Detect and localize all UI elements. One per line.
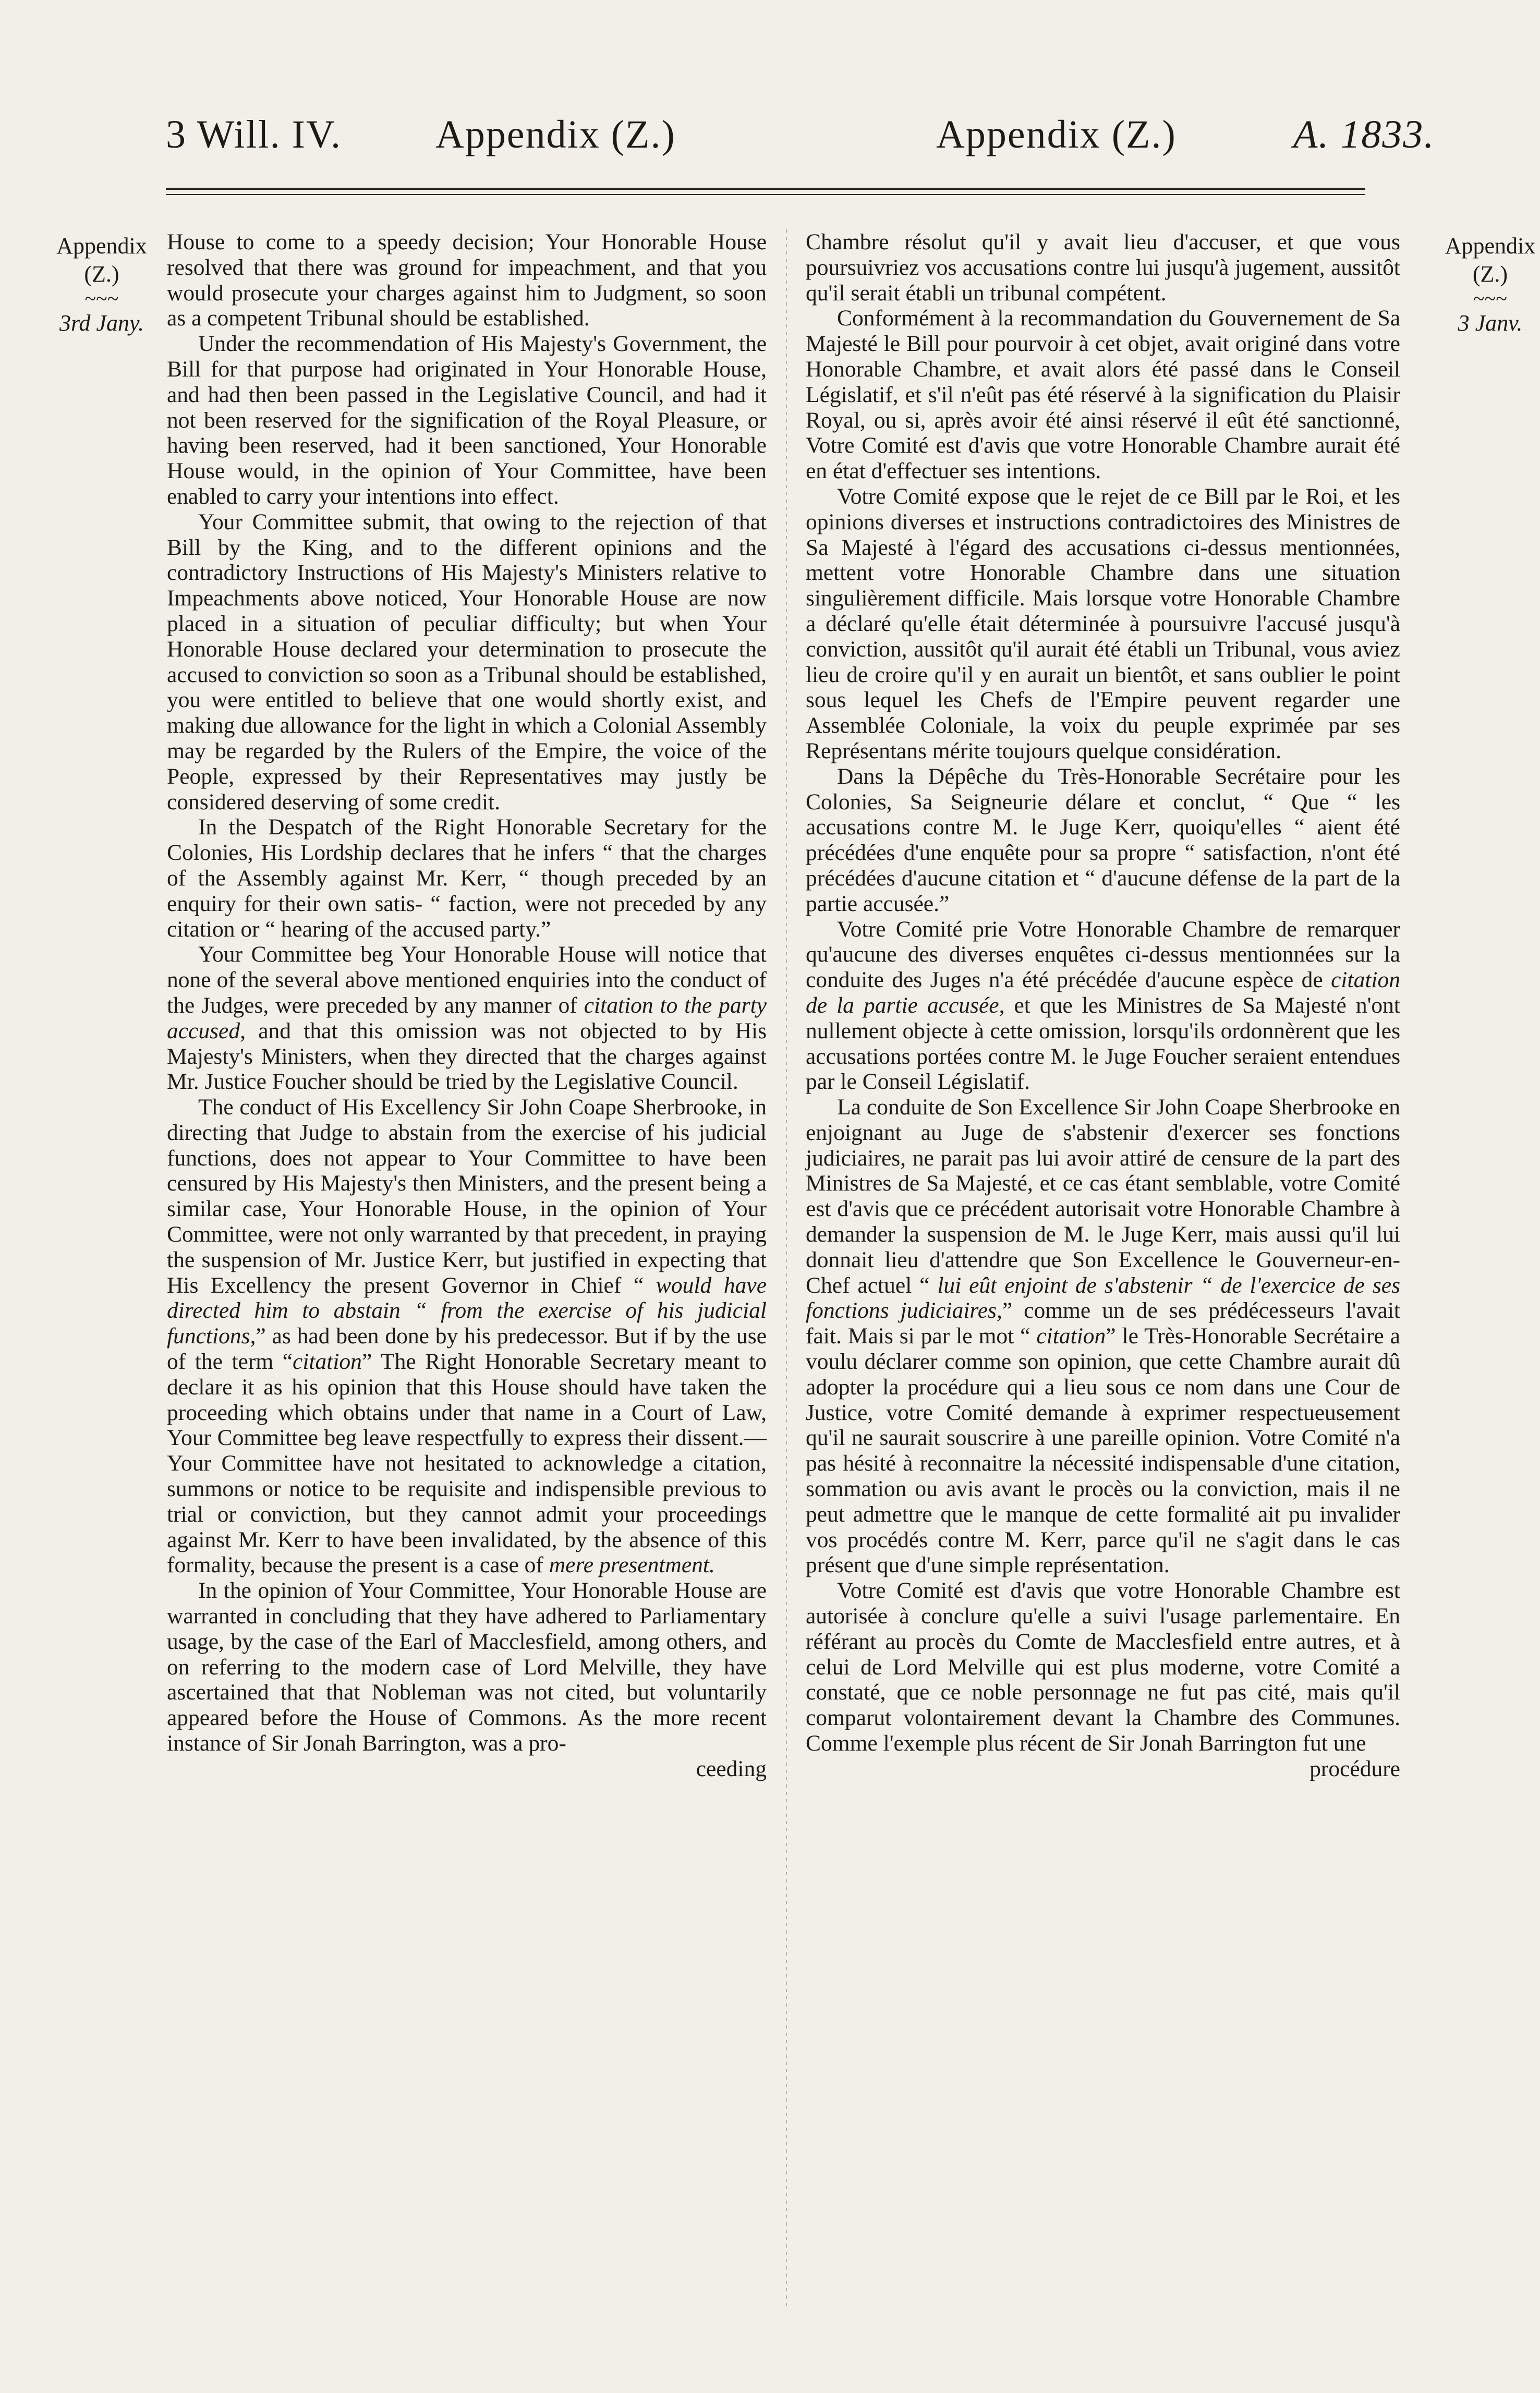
- text-run: The conduct of His Excellency Sir John Coape Sherbrooke, in directing that Judge to abstain from the exercise of his judicial functions, does not appear to Your Committee to have been censured by His Majesty's then Ministers, and the present being a similar case, Your Honorable House, in the opinion of Your Committee, were not only warranted by that precedent, in praying the suspension of Mr. Justice Kerr, but justified in expecting that His Excellency the present Governor in Chief “: [167, 1095, 767, 1298]
- english-paragraph: [167, 1095, 767, 1578]
- margin-date: 3 Janv.: [1458, 310, 1523, 336]
- italic-run: citation: [1036, 1323, 1106, 1349]
- catchword: ceeding: [696, 1756, 767, 1781]
- french-column: [806, 229, 1400, 1782]
- text-run: ” comme un de ses prédécesseurs l'avait fait. Mais si par le mot “: [806, 1298, 1400, 1349]
- french-paragraph: Chambre résolut qu'il y avait lieu d'accuser, et que vous poursuivriez vos accusations contre lui jusqu'à jugement, aussitôt qu'il serait établi un tribunal compétent.: [806, 229, 1400, 306]
- italic-run: would have directed him to abstain “ from the exercise of his judicial functions,: [167, 1272, 767, 1349]
- text-run: Votre Comité prie Votre Honorable Chambre de remarquer qu'aucune des diverses enquêtes ci-dessus mentionnées sur la conduite des Juges n'a été précédée d'aucune espèce de: [806, 916, 1400, 993]
- english-paragraph: [167, 942, 767, 1095]
- english-paragraph: In the opinion of Your Committee, Your Honorable House are warranted in concluding that they have adhered to Parliamentary usage, by the case of the Earl of Macclesfield, among others, and on referring to the modern case of Lord Melville, they have ascertained that that Nobleman was not cited, but voluntarily appeared before the House of Commons. As the more recent instance of Sir Jonah Barrington, was a pro-: [167, 1578, 767, 1756]
- header-rule-thick: [166, 188, 1365, 190]
- margin-date: 3rd Jany.: [59, 310, 144, 336]
- french-paragraph: Conformément à la recommandation du Gouvernement de Sa Majesté le Bill pour pourvoir à cet objet, avait originé dans votre Honorable Chambre, et avait alors été passé dans le Conseil Législatif, et s'il n'eût pas été réservé à la signification du Plaisir Royal, ou si, après avoir été ainsi réservé il eût été sanctionné, Votre Comité est d'avis que votre Honorable Chambre aurait été en état d'effectuer ses intentions.: [806, 306, 1400, 484]
- italic-run: mere presentment.: [549, 1552, 715, 1578]
- italic-run: citation de la partie accusée,: [806, 967, 1400, 1018]
- margin-flourish: ~~~: [1473, 287, 1507, 310]
- french-paragraph: Votre Comité expose que le rejet de ce Bill par le Roi, et les opinions diverses et instructions contradictoires des Ministres de Sa Majesté à l'égard des accusations ci-dessus mentionnées, mettent votre Honorable Chambre dans une situation singulièrement difficile. Mais lorsque votre Honorable Chambre a déclaré qu'elle était déterminée à poursuivre l'accusé jusqu'à conviction, aussitôt qu'il aurait été établi un Tribunal, vous aviez lieu de croire qu'il y en aurait un bientôt, et sans oublier le point sous lequel les Chefs de l'Empire peuvent regarder une Assemblée Coloniale, la voix du peuple exprimée par ses Représentans mérite toujours quelque considération.: [806, 483, 1400, 763]
- margin-section: (Z.): [1472, 261, 1508, 287]
- text-run: ” as had been done by his predecessor. But if by the use of the term “: [167, 1323, 767, 1375]
- margin-note-right: [1442, 232, 1538, 337]
- margin-flourish: ~~~: [84, 287, 119, 310]
- text-run: Your Committee beg Your Honorable House will notice that none of the several above mentioned enquiries into the conduct of the Judges, were preceded by any manner of: [167, 942, 767, 1018]
- english-paragraph: Your Committee submit, that owing to the rejection of that Bill by the King, and to the different opinions and the contradictory Instructions of His Majesty's Ministers relative to Impeachments above noticed, Your Honorable House are now placed in a situation of peculiar difficulty; but when Your Honorable House declared your determination to prosecute the accused to conviction so soon as a Tribunal should be established, you were entitled to believe that one would shortly exist, and making due allowance for the light in which a Colonial Assembly may be regarded by the Rulers of the Empire, the voice of the People, expressed by their Representatives may justly be considered deserving of some credit.: [167, 509, 767, 815]
- french-paragraph: Dans la Dépêche du Très-Honorable Secrétaire pour les Colonies, Sa Seigneurie délare et conclut, “ Que “ les accusations contre M. le Juge Kerr, quoiqu'elles “ aient été précédées d'une enquête pour sa propre “ satisfaction, n'ont été précédées d'aucune citation et “ d'aucune défense de la part de la partie accusée.”: [806, 763, 1400, 916]
- italic-run: citation to the party accused,: [167, 992, 767, 1043]
- text-run: et que les Ministres de Sa Majesté n'ont nullement objecte à cette omission, lorsqu'ils ordonnèrent que les accusations portées contre M. le Juge Foucher seraient entendues par le Conseil Législatif.: [806, 992, 1400, 1095]
- english-paragraph: House to come to a speedy decision; Your Honorable House resolved that there was ground for impeachment, and that you would prosecute your charges against him to Judgment, so soon as a competent Tribunal should be established.: [167, 229, 767, 331]
- catchword: procédure: [1309, 1756, 1400, 1781]
- italic-run: citation: [293, 1349, 362, 1375]
- header-section-left: Appendix (Z.): [435, 113, 676, 156]
- french-paragraph: Votre Comité est d'avis que votre Honorable Chambre est autorisée à conclure qu'elle a suivi l'usage parlementaire. En référant au procès du Comte de Macclesfield entre autres, et à celui de Lord Melville qui est plus moderne, votre Comité a constaté, que ce noble personnage ne fut pas cité, mais qu'il comparut volontairement devant la Chambre des Communes. Comme l'exemple plus récent de Sir Jonah Barrington fut une: [806, 1578, 1400, 1756]
- margin-label: Appendix: [56, 233, 147, 259]
- french-paragraph: [806, 917, 1400, 1095]
- header-year: A. 1833.: [1293, 113, 1435, 156]
- margin-note-left: [39, 232, 164, 337]
- text-run: and that this omission was not objected to by His Majesty's Ministers, when they directed that the charges against Mr. Justice Foucher should be tried by the Legislative Council.: [167, 1018, 767, 1095]
- text-run: La conduite de Son Excellence Sir John Coape Sherbrooke en enjoignant au Juge de s'abstenir d'exercer ses fonctions judiciaires, ne parait pas lui avoir attiré de censure de la part des Ministres de Sa Majesté, et ce cas étant semblable, votre Comité est d'avis que ce précédent autorisait votre Honorable Chambre à demander la suspension de M. le Juge Kerr, mais aussi qu'il lui donnait lieu d'attendre que Son Excellence le Gouverneur-en-Chef actuel “: [806, 1095, 1400, 1298]
- header-rule-thin: [166, 194, 1365, 195]
- margin-section: (Z.): [84, 261, 119, 287]
- column-divider: [786, 229, 787, 2310]
- french-paragraph: [806, 1095, 1400, 1578]
- english-paragraph: Under the recommendation of His Majesty's Government, the Bill for that purpose had originated in Your Honorable House, and had then been passed in the Legislative Council, and had it not been reserved for the signification of the Royal Pleasure, or having been reserved, had it been sanctioned, Your Honorable House would, in the opinion of Your Committee, have been enabled to carry your intentions into effect.: [167, 331, 767, 509]
- header-reign: 3 Will. IV.: [166, 113, 342, 156]
- text-run: ” The Right Honorable Secretary meant to declare it as his opinion that this House should have taken the proceeding which obtains under that name in a Court of Law, Your Committee beg leave respectfully to express their dissent.—Your Committee have not hesitated to acknowledge a citation, summons or notice to be requisite and indispensible previous to trial or conviction, but they cannot admit your proceedings against Mr. Kerr to have been invalidated, by the absence of this formality, because the present is a case of: [167, 1349, 767, 1578]
- english-column: [167, 229, 767, 1782]
- italic-run: lui eût enjoint de s'abstenir “ de l'exercice de ses fonctions judiciaires,: [806, 1272, 1401, 1323]
- page-header: [0, 112, 1540, 169]
- english-paragraph: In the Despatch of the Right Honorable Secretary for the Colonies, His Lordship declares that he infers “ that the charges of the Assembly against Mr. Kerr, “ though preceded by an enquiry for their own satis- “ faction, were not preceded by any citation or “ hearing of the accused party.”: [167, 815, 767, 942]
- text-run: ” le Très-Honorable Secrétaire a voulu déclarer comme son opinion, que cette Chambre aurait dû adopter la procédure qui a lieu sous ce nom dans une Cour de Justice, votre Comité demande à exprimer respectueusement qu'il ne saurait souscrire à une pareille opinion. Votre Comité n'a pas hésité à reconnaitre la nécessité indispensable d'une citation, sommation ou avis avant le procès ou la conviction, mais il ne peut admettre que le manque de cette formalité ait pu invalider vos procédés contre M. Kerr, parce qu'il ne s'agit dans le cas présent que d'une simple représentation.: [806, 1323, 1400, 1578]
- header-section-right: Appendix (Z.): [936, 113, 1177, 156]
- margin-label: Appendix: [1445, 233, 1536, 259]
